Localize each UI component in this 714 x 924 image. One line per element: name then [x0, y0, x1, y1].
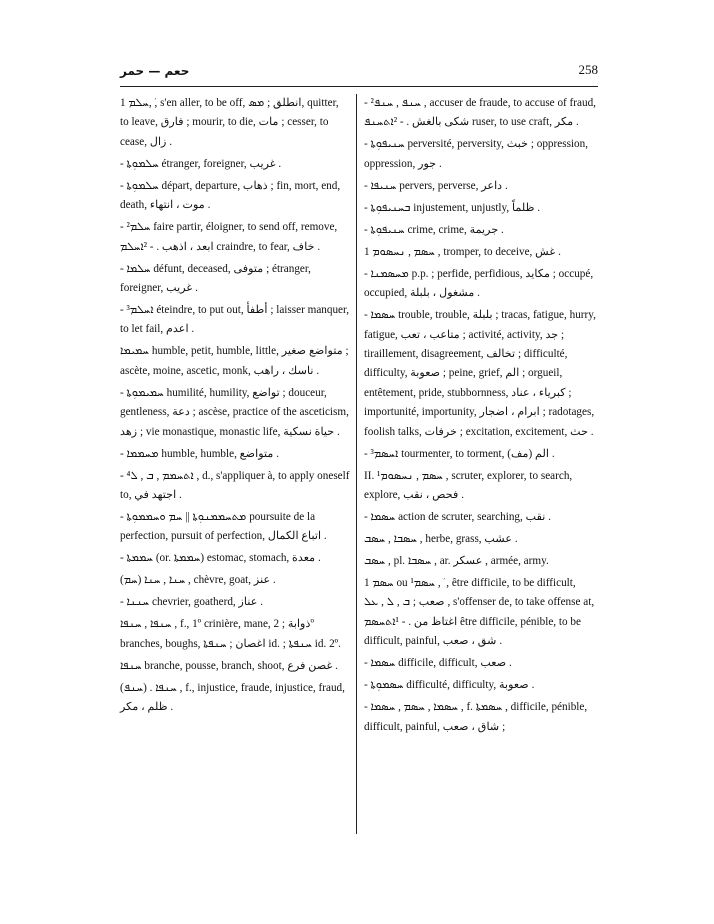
entry: - ܚܣܡܐ trouble, trouble, بلبلة ; tracas, fatigue, hurry, fatigue, متاعب ، تعب ; activité, activity, جد ; tiraillement, disagreement, تخالف ; difficulté, difficulty, صعوبة ; peine, grief, الم ; orgueil, entêtement, pride, stubbornness, كبرياء ، عناد ; importunité, importunity, ابرام ، اضجار ; radotages, foolish talks, خرفات ; excitation, excitement, حث .: [364, 309, 596, 438]
entry: - ܚܢܝܦܘܼܬܐ perversité, perversity, خبث ; oppression, oppression, جور .: [364, 138, 589, 170]
entry: - ܚܣܡܐ action de scruter, searching, نقب .: [364, 511, 551, 524]
entry: - ܚܢܝܦܐ pervers, perverse, داعر .: [364, 179, 508, 192]
entry: - ܡܚܣܡܢܐ p.p. ; perfide, perfidious, مكايد ; occupé, occupied, مشغول ، بلبلة .: [364, 267, 594, 300]
entry: ܚܢܦܐ branche, pousse, branch, shoot, غصن فرع .: [120, 659, 338, 672]
entry: 1 ܚܣܡ ou ¹ܚܣܡ , ܿ , être difficile, to be difficult, صعب ; ܒ , ܠ , ܥܠ , s'offenser de, to take offense at, اغتاظ من . - ¹ܐܬܚܣܡ être difficile, pénible, to be difficult, painful, شق ، صعب .: [364, 577, 595, 648]
entry: 1 ܚܣܡ , ܢܚܣܘܡ , tromper, to deceive, غش .: [364, 245, 561, 258]
right-column: [364, 94, 598, 740]
entry: - ²ܚܢܦ , ܚܢܦ , accuser de fraude, to accuse of fraud, شكى بالغش . - ²ܐܬܚܢܦ ruser, to use craft, مكر .: [364, 97, 596, 129]
left-column: [120, 94, 350, 720]
entry: - ܚܣܡܐ , ܚܣܡ , ܚܣܡܐ , f. ܚܣܡܬܐ , difficile, pénible, difficult, painful, شاق ، صعب ;: [364, 701, 588, 733]
entry: 1 ܚܠܡ, ܿ, s'en aller, to be off, انطلق ; ܡܣ, quitter, to leave, فارق ; mourir, to die, مات ; cesser, to cease, زال .: [120, 97, 339, 148]
column-divider: [356, 94, 357, 834]
running-head: حعم — حمر: [120, 64, 190, 78]
entry: (ܚܢܦ) . ܚܢܦܐ , f., injustice, fraude, injustice, fraud, ظلم ، مكر .: [120, 681, 345, 714]
entry: - ⁴ܐܬܚܡܡ , ܒ , ܠ , d., s'appliquer à, to apply oneself to, اجتهد في .: [120, 469, 350, 502]
entry: - ܚܠܡܘܼܬܐ étranger, foreigner, غريب .: [120, 157, 282, 170]
entry: II. ¹ܚܣܡ , ܢܚܣܘܡ , scruter, explorer, to search, explore, فحص ، نقب .: [364, 469, 573, 502]
entry: - ܚܡܝܡܘܼܬܐ humilité, humility, تواضع ; douceur, gentleness, دعة ; ascèse, practice of the asceticism, زهد ; vie monastique, monastic life, حياة نسكية .: [120, 386, 349, 438]
page-number: 258: [578, 62, 598, 77]
entry: - ܚܠܡܘܼܬܐ départ, departure, ذهاب ; fin, mort, end, death, موت ، انتهاء .: [120, 179, 341, 212]
entry: - ܡܚܡܡܐ humble, humble, متواضع .: [120, 447, 279, 460]
entry: ܚܡܝܡܐ humble, petit, humble, little, متواضع صغير ; ascète, moine, ascetic, monk, ناسك ، راهب .: [120, 345, 349, 377]
entry: - ²ܚܠܡ faire partir, éloigner, to send off, remove, ابعد ، اذهب . - ²ܐܚܠܡ craindre, to fear, خاف .: [120, 221, 338, 253]
entry: ܚܣܒ , pl. ܚܣܒܐ , ar. عسكر , armée, army.: [364, 555, 549, 568]
entry: ܚܢܦܐ , ܚܢܦܐ , f., 1º crinière, mane, ذوابة ; 2º branches, boughs, اغصان ; ܚܢܦܬܐ id. ; ܚܢܦܬܐ id. 2º.: [120, 618, 341, 650]
entry: (ܚܡ) ܚܢܐ , ܚܢܐ , chèvre, goat, عنز .: [120, 574, 276, 587]
page-header: [120, 64, 598, 87]
entry: - ܒܚܢܝܦܘܼܬܐ injustement, unjustly, ظلماً .: [364, 201, 541, 214]
entry: - ܚܠܡܐ défunt, deceased, متوفى ; étranger, foreigner, غريب .: [120, 262, 311, 295]
entry: - ܚܡܡܬܐ (or. ܚܡܡܬܐ) estomac, stomach, معدة .: [120, 552, 321, 565]
entry: - ܡܬܚܡܡܢܘܼܬܐ || ܚܡ ܘܚܡܡܘܼܬܐ poursuite de la perfection, pursuit of perfection, اتباع الكمال .: [120, 511, 327, 543]
entry: - ܚܢܢܐ chevrier, goatherd, عناز .: [120, 596, 263, 609]
entry: - ܚܢܝܦܘܼܬܐ crime, crime, جريمة .: [364, 223, 504, 236]
entry: - ܚܣܡܐ difficile, difficult, صعب .: [364, 657, 512, 670]
entry: - ³ܐܚܣܡ tourmenter, to torment, (مف) الم .: [364, 447, 555, 460]
entry: ܚܣܒܐ , ܚܣܒ , herbe, grass, عشب .: [364, 533, 518, 546]
entry: - ³ܐܚܠܡ éteindre, to put out, أطفأ ; laisser manquer, to let fail, اعدم .: [120, 304, 350, 336]
entry: - ܚܣܡܘܼܬܐ difficulté, difficulty, صعوبة .: [364, 679, 535, 692]
